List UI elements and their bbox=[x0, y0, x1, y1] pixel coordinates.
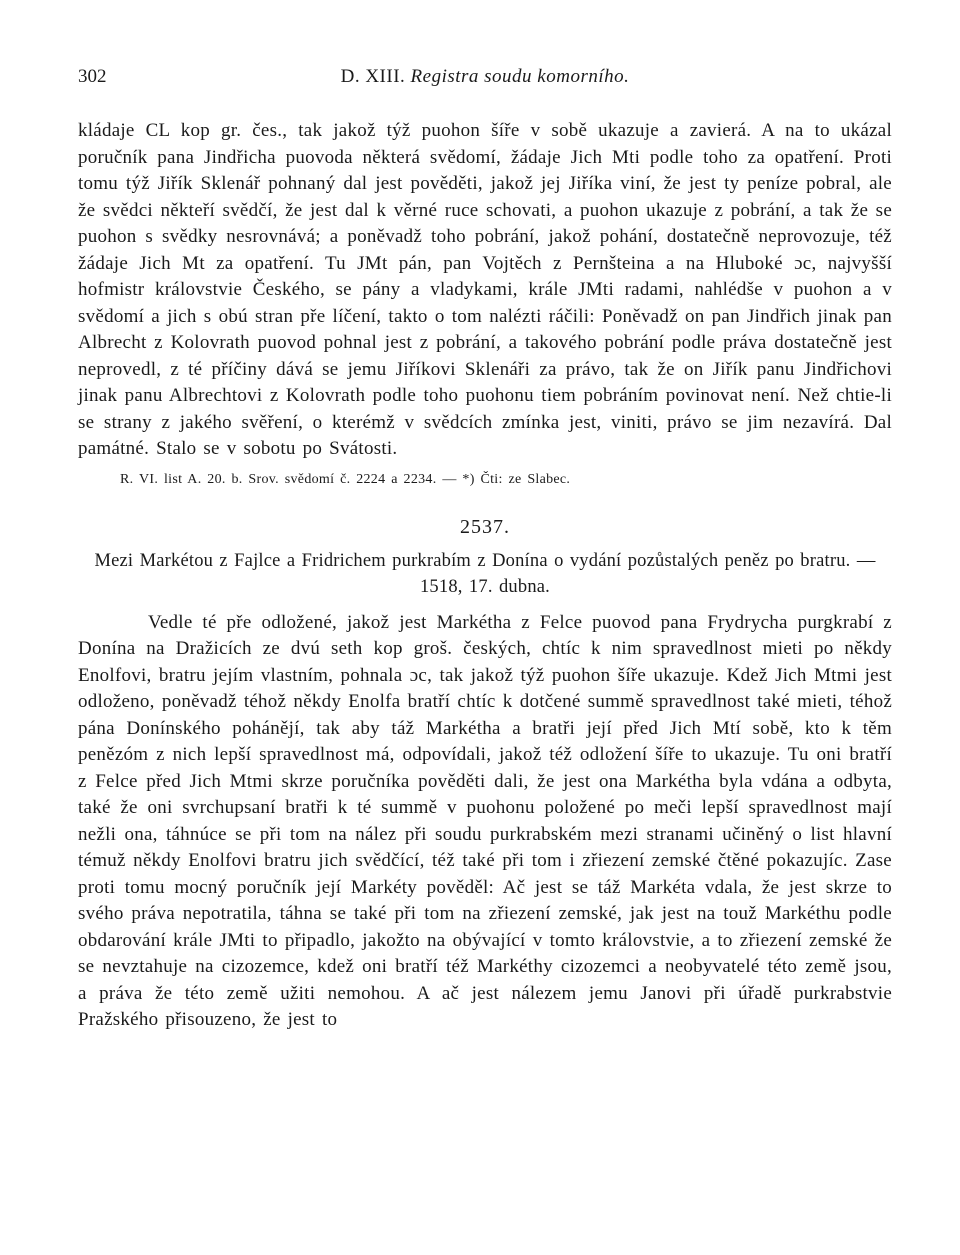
entry-number: 2537. bbox=[460, 515, 510, 538]
header-series: D. XIII. bbox=[340, 66, 406, 87]
body-paragraph-2: Vedle té pře odložené, jakož jest Markétha z Felce puovod pana Frydrycha purgkrabí z Donína na Dražicích ze dvú seth kop groš. českých, chtíc k nim spravedlnost mieti po někdy Enolfovi, bratru jejím vlastním, pohnala ɔc, tak jakož týž puohon šíře ukazuje. Kdež Jich Mtmi jest odloženo, poněvadž téhož někdy Enolfa bratří chtíc k dotčené summě spravedlnost také mieti, téhož pána Donínského pohánějí, tak aby táž Markétha a bratři její před Jich Mtí sobě, kto k těm penězóm z nich lepší spravedlnost má, odpovídali, jakož též odložení šíře to ukazuje. Tu oni bratří z Felce před Jich Mtmi skrze poručníka pověděti dali, že jest ona Markétha byla vdána a odbyta, také že oni svrchupsaní bratři k té summě v puohonu položené po meči lepší spravedlnost mají nežli ona, táhnúce se při tom na nález při soudu purkrabském mezi stranami učiněný o list hlavní témuž někdy Enolfovi bratru jich svědčící, též také při tom i zřiezení zemské čtěné pokazujíc. Zase proti tomu mocný poručník její Markéty pověděl: Ač jest se táž Markéta vdala, že jest skrze to svého práva nepotratila, táhna se také při tom na zřiezení zemské, jak jest na touž Markéthu podle obdarování krále JMti to připadlo, jakožto na obývající v tomto královstvie, a to zřiezení zemské že se nevztahuje na cizozemce, kdež oni bratří též Markéthy cizozemci a neobyvatelé této země jsou, a práva že této země užiti nemohou. A ač jest nálezem jemu Janovi při úřadě purkrabstvie Pražského přisouzeno, že jest to bbox=[78, 611, 892, 1030]
header-register-title: Registra soudu komorního. bbox=[410, 66, 630, 87]
body-paragraph-1: kládaje CL kop gr. čes., tak jakož týž puohon šíře v sobě ukazuje a zavierá. A na to ukázal poručník pana Jindřicha puovoda některá svědomí, žádaje Jich Mti podle toho za opatření. Proti tomu týž Jiřík Sklenář pohnaný dal jest pověděti, jakož jej Jiříka viní, že jest ty peníze pobral, ale že svědci někteří svědčí, že jest dal k věrné ruce schovati, a puohon ukazuje z pobrání, a tak že se puohon s svědky nesrovnává; a poněvadž toho pobrání, jakož pohání, dostatečně neprovozuje, též žádaje Jich Mt za opatření. Tu JMt pán, pan Vojtěch z Pernšteina a na Hluboké ɔc, najvyšší hofmistr královstvie Českého, se pány a vladykami, krále JMti radami, nahlédše v puohon a v svědomí a jich s obú stran pře líčení, takto o tom nalézti ráčili: Poněvadž on pan Jindřich jinak pan Albrecht z Kolovrath puovod pohnal jest z pobrání, a takového pobrání podle práva dostatečně jest neprovedl, z té příčiny dává se jemu Jiříkovi Sklenáři za právo, tak že on Jiřík panu Jindřichovi jinak panu Albrechtovi z Kolovrath podle toho puohonu tiem pobráním povinovat není. Než chtie-li se strany z jakého svěření, o kterémž v svědcích zmínka jest, viniti, právo se jim nezavírá. Dal památné. Stalo se v sobotu po Svátosti. bbox=[78, 120, 892, 459]
document-page bbox=[78, 62, 892, 1034]
running-head bbox=[78, 62, 892, 98]
page-number: 302 bbox=[78, 66, 107, 87]
header-title bbox=[78, 66, 892, 88]
entry-summary: Mezi Markétou z Fajlce a Fridrichem purkrabím z Donína o vydání pozůstalých peněz po bratru. — 1518, 17. dubna. bbox=[94, 550, 876, 597]
source-note: R. VI. list A. 20. b. Srov. svědomí č. 2224 a 2234. — *) Čti: ze Slabec. bbox=[120, 471, 571, 487]
